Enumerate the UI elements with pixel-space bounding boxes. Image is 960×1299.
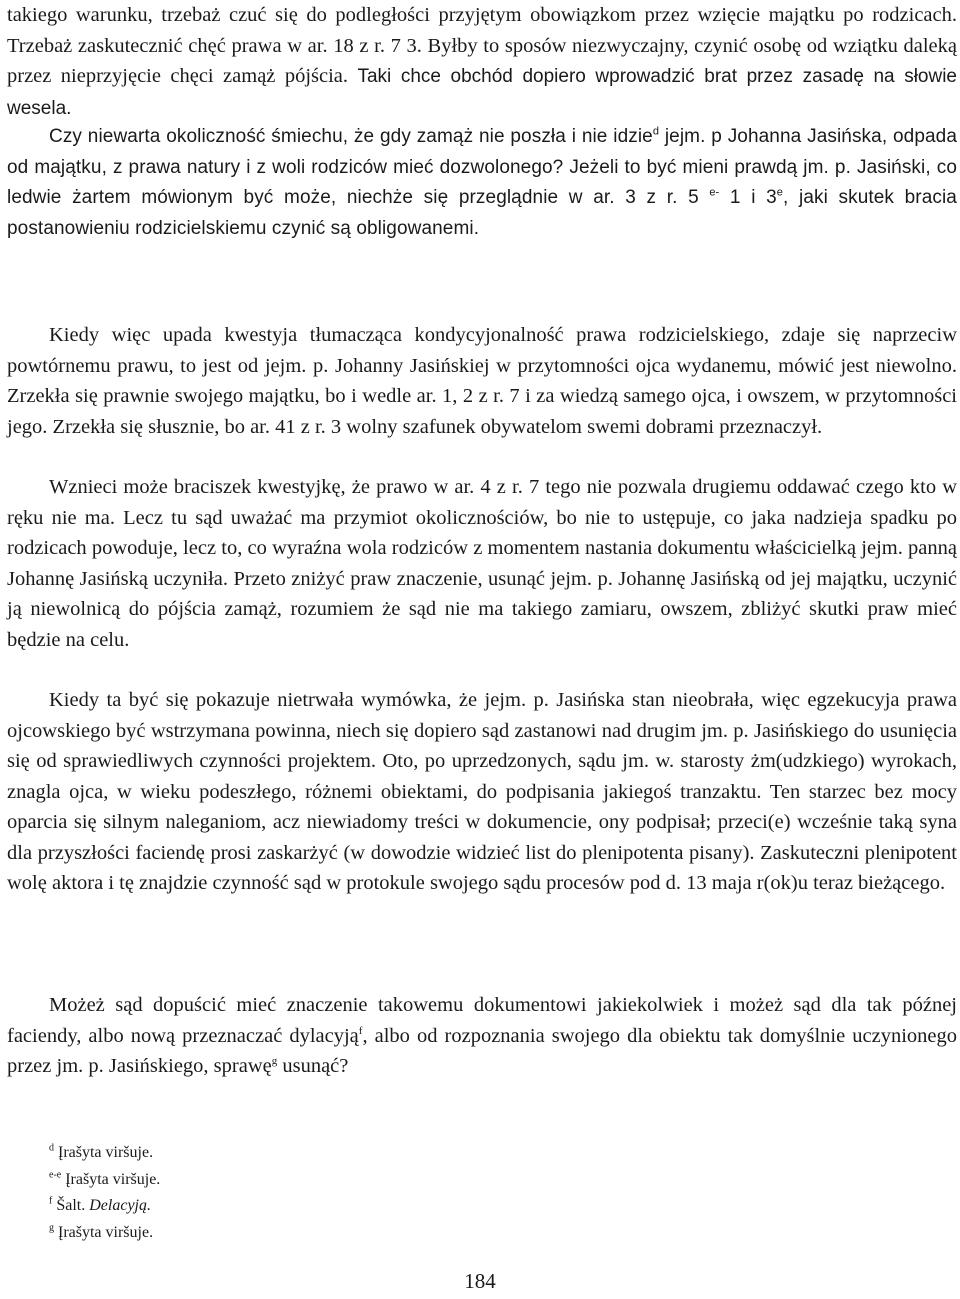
page-number: 184 xyxy=(464,1269,496,1293)
text-run: 1 i 3 xyxy=(719,187,777,208)
footnote-mark: e-e xyxy=(49,1169,62,1181)
footnote xyxy=(49,1140,160,1167)
footnote-mark: d xyxy=(49,1142,54,1154)
footnote-mark: g xyxy=(49,1222,54,1234)
paragraph xyxy=(7,685,957,899)
text-run: Kiedy ta być się pokazuje nietrwała wymówka, że jejm. p. Jasińska stan nieobrała, więc egzekucyja prawa ojcowskiego być wstrzymana powinna, niech się dopiero sąd zastanowi nad drugim jm. p. Jasińskiego do usunięcia się od sprawiedliwych czynności projektem. Oto, po uprzedzonych, sądu jm. w. starosty żm(udzkiego) wyrokach, znagla ojca, w wieku podeszłego, różnemi obiektami, do podpisania jakiegoś tranzaktu. Ten starzec bez mocy oparcia się silnym naleganiom, acz niewiadomy treści w dokumencie, ony podpisał; przeci(e) wcześnie taką syna dla przyszłości faciendę prosi zaskarżyć (w dowodzie widzieć list do plenipotenta pisany). Zaskuteczni plenipotent wolę aktora i tę znajdzie czynność sąd w protokule swojego sądu procesów pod d. 13 maja r(ok)u teraz bieżącego. xyxy=(7,689,957,894)
paragraph-continuation xyxy=(7,0,957,124)
footnote-text: Įrašyta viršuje. xyxy=(61,1170,161,1188)
footnotes xyxy=(49,1140,160,1246)
footnote xyxy=(49,1167,160,1194)
footnote-text: Įrašyta viršuje. xyxy=(54,1223,154,1241)
footnote-ref: f xyxy=(358,1024,363,1037)
footnote-ref: d xyxy=(652,125,660,138)
footnote-text: Įrašyta viršuje. xyxy=(54,1144,154,1161)
paragraph xyxy=(7,472,957,655)
text-run: Taki chce obchód dopiero wprowadzić brat przez zasadę na słowie wesela. xyxy=(7,66,957,119)
footnote-mark: f xyxy=(49,1195,53,1207)
text-run: , jaki skutek bracia postanowieniu rodzicielskiemu czynić są obligowanemi. xyxy=(7,187,957,239)
paragraph xyxy=(7,990,957,1082)
text-run: usunąć? xyxy=(277,1055,349,1077)
footnote-italic: Delacyją. xyxy=(89,1197,151,1214)
text-run: Możeż sąd dopuścić mieć znaczenie takowemu dokumentowi jakiekolwiek i możeż sąd dla tak późnej faciendy, albo nową przeznaczać dylacyją xyxy=(7,994,957,1047)
text-run: Wznieci może braciszek kwestyjkę, że prawo w ar. 4 z r. 7 tego nie pozwala drugiemu oddawać czego kto w ręku nie ma. Lecz tu sąd uważać ma przymiot okolicznościów, bo nie to ustępuje, co jaka nadzieja spadku po rodzicach powoduje, lecz to, co wyraźna wola rodziców z momentem nastania dokumentu właścicielką jejm. panną Johannę Jasińską uczyniła. Przeto zniżyć praw znaczenie, usunąć jejm. p. Johannę Jasińską od jej majątku, uczynić ją niewolnicą do pójścia zamąż, rozumiem że sąd nie ma takiego zamiaru, owszem, zbliżyć skutki praw mieć będzie na celu. xyxy=(7,476,957,651)
text-run: Kiedy więc upada kwestyja tłumacząca kondycyjonalność prawa rodzicielskiego, zdaje się naprzeciw powtórnemu prawu, to jest od jejm. p. Johanny Jasińskiej w przytomności ojca wydanemu, mówić jest niewolno. Zrzekła się prawnie swojego majątku, bo i wedle ar. 1, 2 z r. 7 i za wiedzą samego ojca, i owszem, w przytomności jego. Zrzekła się słusznie, bo ar. 41 z r. 3 wolny szafunek obywatelom swemi dobrami przeznaczył. xyxy=(7,324,957,438)
footnote-ref: e xyxy=(776,186,784,199)
footnote-text: Šalt. xyxy=(52,1197,90,1214)
text-run: Czy niewarta okoliczność śmiechu, że gdy zamąż nie poszła i nie idzie xyxy=(49,126,653,147)
footnote-ref: g xyxy=(271,1055,278,1068)
text-run: takiego warunku, trzebaż czuć się do podległości przyjętym obowiązkom przez wzięcie majątku po rodzicach. Trzebaż zaskutecznić chęć prawa w ar. 18 z r. 7 3. Byłby to sposów niezwyczajny, czynić osobę od wziątku daleką przez nieprzyjęcie chęci zamąż pójścia. xyxy=(7,4,957,87)
text-run: , albo od rozpoznania swojego dla obiektu tak domyślnie uczynionego przez jm. p. Jasińskiego, sprawę xyxy=(7,1024,957,1077)
footnote-ref: e- xyxy=(709,186,720,199)
footnote xyxy=(49,1193,160,1220)
text-run: jejm. p Johanna Jasińska, odpada od majątku, z prawa natury i z woli rodziców mieć dozwolonego? Jeżeli to być mieni prawdą jm. p. Jasiński, co ledwie żartem mówionym być może, niechże się przeglądnie w ar. 3 z r. 5 xyxy=(7,126,957,208)
paragraph xyxy=(7,320,957,442)
paragraph xyxy=(7,122,957,244)
footnote xyxy=(49,1220,160,1247)
